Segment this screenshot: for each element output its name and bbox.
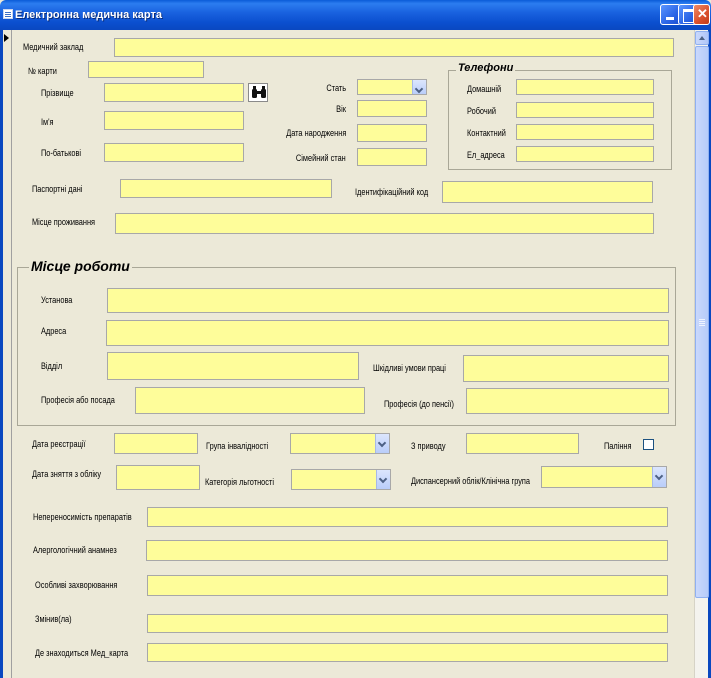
registration-date-label: Дата реєстрації xyxy=(32,439,86,449)
chevron-down-icon[interactable] xyxy=(375,434,389,453)
name-field[interactable] xyxy=(104,111,244,130)
drug-intolerance-field[interactable] xyxy=(147,507,668,527)
smoking-label: Паління xyxy=(604,441,632,451)
profession-label: Професія або посада xyxy=(41,395,115,405)
medical-institution-field[interactable] xyxy=(114,38,674,57)
contact-phone-label: Контактний xyxy=(467,128,506,138)
contact-phone-field[interactable] xyxy=(516,124,654,140)
chevron-down-icon[interactable] xyxy=(376,470,390,489)
registration-date-field[interactable] xyxy=(114,433,198,454)
record-selector[interactable] xyxy=(3,30,12,678)
reason-field[interactable] xyxy=(466,433,579,454)
sex-select[interactable] xyxy=(357,79,427,95)
residence-label: Місце проживання xyxy=(32,217,96,227)
address-label: Адреса xyxy=(41,326,67,336)
patronymic-field[interactable] xyxy=(104,143,244,162)
profession-retire-field[interactable] xyxy=(466,388,669,414)
allergy-field[interactable] xyxy=(146,540,668,561)
form-icon xyxy=(3,9,13,19)
email-field[interactable] xyxy=(516,146,654,162)
chevron-down-icon[interactable] xyxy=(412,80,426,94)
id-code-field[interactable] xyxy=(442,181,653,203)
passport-field[interactable] xyxy=(120,179,332,198)
vertical-scrollbar[interactable] xyxy=(694,30,708,678)
drug-intolerance-label: Непереносимість препаратів xyxy=(33,512,132,522)
department-label: Відділ xyxy=(41,361,63,371)
disability-group-label: Група інвалідності xyxy=(206,441,269,451)
institution-field[interactable] xyxy=(107,288,669,313)
marital-status-field[interactable] xyxy=(357,148,427,166)
marital-status-label: Сімейний стан xyxy=(296,153,346,163)
card-location-label: Де знаходиться Мед_карта xyxy=(35,648,129,658)
benefit-category-select[interactable] xyxy=(291,469,391,490)
special-diseases-label: Особливі захворювання xyxy=(35,580,118,590)
card-number-label: № карти xyxy=(28,66,57,76)
home-phone-field[interactable] xyxy=(516,79,654,95)
card-number-field[interactable] xyxy=(88,61,204,78)
close-button[interactable] xyxy=(693,4,710,25)
harmful-conditions-field[interactable] xyxy=(463,355,669,382)
disability-group-select[interactable] xyxy=(290,433,390,454)
passport-label: Паспортні дані xyxy=(32,184,83,194)
phones-group-title: Телефони xyxy=(458,62,514,74)
id-code-label: Ідентифікаційний код xyxy=(355,187,429,197)
name-label: Ім'я xyxy=(41,117,54,127)
binoculars-search-icon[interactable] xyxy=(248,83,268,102)
changed-by-label: Змінив(ла) xyxy=(35,614,72,624)
dispensary-select[interactable] xyxy=(541,466,667,488)
residence-field[interactable] xyxy=(115,213,654,234)
scrollbar-thumb[interactable] xyxy=(695,46,709,598)
patronymic-label: По-батькові xyxy=(41,148,82,158)
deregistration-date-field[interactable] xyxy=(116,465,200,490)
department-field[interactable] xyxy=(107,352,359,380)
medical-institution-label: Медичний заклад xyxy=(23,42,84,52)
card-location-field[interactable] xyxy=(147,643,668,662)
work-phone-field[interactable] xyxy=(516,102,654,118)
scroll-up-icon[interactable] xyxy=(695,31,709,45)
birth-date-label: Дата народження xyxy=(285,128,346,138)
allergy-label: Алергологічний анамнез xyxy=(33,545,117,555)
email-label: Ел_адреса xyxy=(467,150,505,160)
dispensary-label: Диспансерний облік/Клінічна група xyxy=(411,476,531,486)
record-selector-arrow-icon xyxy=(4,34,9,42)
deregistration-date-label: Дата зняття з обліку xyxy=(32,469,102,479)
reason-label: З приводу xyxy=(411,441,446,451)
work-phone-label: Робочий xyxy=(467,106,496,116)
age-label: Вік xyxy=(336,104,346,114)
workplace-group-title: Місце роботи xyxy=(31,258,130,274)
profession-field[interactable] xyxy=(135,387,365,414)
profession-retire-label: Професія (до пенсії) xyxy=(384,399,455,409)
chevron-down-icon[interactable] xyxy=(652,467,666,487)
title-bar xyxy=(0,0,711,30)
special-diseases-field[interactable] xyxy=(147,575,668,596)
address-field[interactable] xyxy=(106,320,669,346)
age-field[interactable] xyxy=(357,100,427,117)
home-phone-label: Домашній xyxy=(467,84,502,94)
harmful-conditions-label: Шкідливі умови праці xyxy=(373,363,446,373)
smoking-checkbox[interactable] xyxy=(643,439,654,450)
birth-date-field[interactable] xyxy=(357,124,427,142)
institution-label: Установа xyxy=(41,295,73,305)
changed-by-field[interactable] xyxy=(147,614,668,633)
surname-label: Прізвище xyxy=(41,88,74,98)
sex-label: Стать xyxy=(326,83,346,93)
benefit-category-label: Категорія льготності xyxy=(205,477,274,487)
surname-field[interactable] xyxy=(104,83,244,102)
window-title: Електронна медична карта xyxy=(15,9,162,21)
